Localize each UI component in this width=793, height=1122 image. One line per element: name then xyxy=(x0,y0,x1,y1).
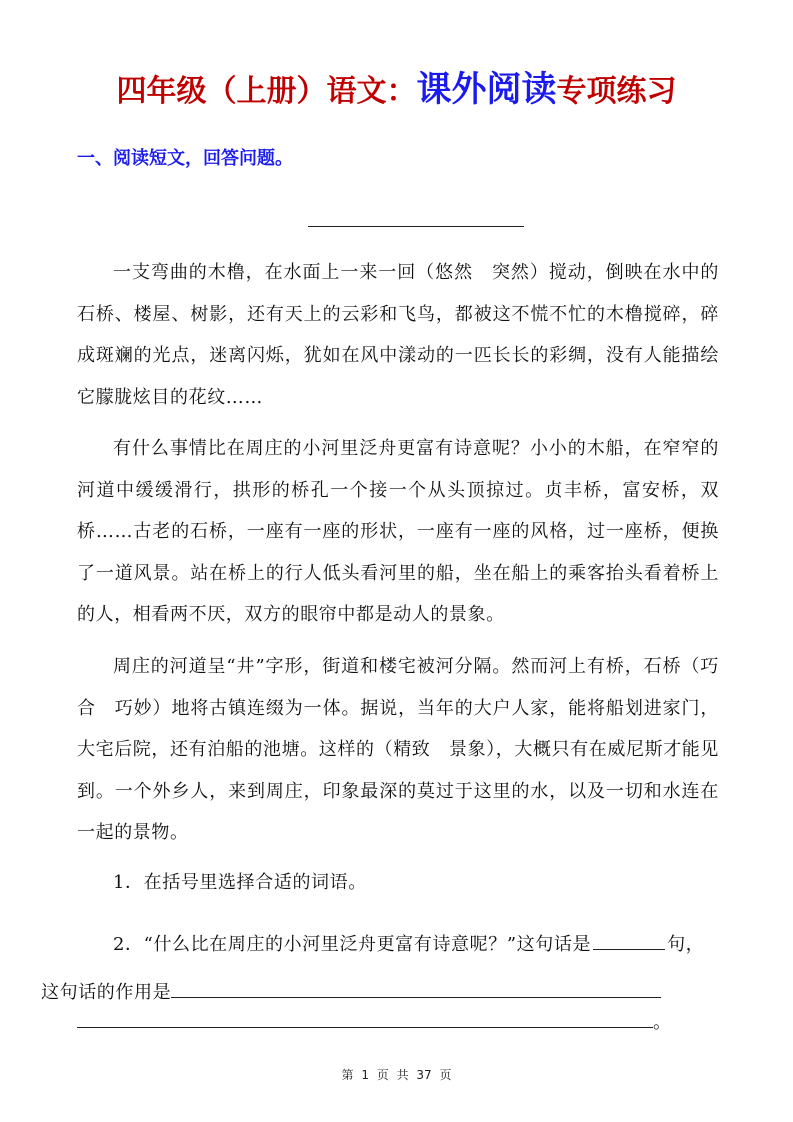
question-2-line3 xyxy=(77,1008,671,1038)
question-2-purpose-label: 这句话的作用是 xyxy=(41,982,172,1003)
title-highlight: 课外阅读 xyxy=(416,70,557,110)
question-1: 1．在括号里选择合适的词语。 xyxy=(113,872,367,893)
title-grade-subject: 四年级（上册）语文： xyxy=(116,74,417,109)
question-2-mid: 句， xyxy=(667,934,705,955)
title-suffix: 专项练习 xyxy=(556,74,677,109)
purpose-answer-blank xyxy=(171,979,661,998)
passage-title-blank xyxy=(308,226,524,227)
passage-paragraph-3: 周庄的河道呈“井”字形，街道和楼宅被河分隔。然而河上有桥，石桥（巧合 巧妙）地将古镇连缀为一体。据说，当年的大户人家，能将船划进家门，大宅后院，还有泊船的池塘。这样的（精致 景象），大概只有在威尼斯才能见到。一个外乡人，来到周庄，印象最深的莫过于这里的水，以及一切和水连在一起的景物。 xyxy=(77,656,719,843)
passage-paragraph-2: 有什么事情比在周庄的小河里泛舟更富有诗意呢？小小的木船，在窄窄的河道中缓缓滑行，拱形的桥孔一个接一个从头顶掠过。贞丰桥，富安桥，双桥……古老的石桥，一座有一座的形状，一座有一座的风格，过一座桥，便换了一道风景。站在桥上的行人低头看河里的船，坐在船上的乘客抬头看着桥上的人，相看两不厌，双方的眼帘中都是动人的景象。 xyxy=(77,438,719,625)
document-title xyxy=(0,66,793,116)
question-2-prompt: 2．“什么比在周庄的小河里泛舟更富有诗意呢？”这句话是 xyxy=(113,934,592,955)
purpose-answer-blank-continued xyxy=(77,1009,653,1028)
question-2 xyxy=(41,921,719,1017)
question-2-end: 。 xyxy=(653,1012,671,1033)
page-footer: 第 1 页 共 37 页 xyxy=(341,1068,452,1082)
sentence-type-blank xyxy=(593,931,665,950)
passage-paragraph-1: 一支弯曲的木橹，在水面上一来一回（悠然 突然）搅动，倒映在水中的石桥、楼屋、树影，还有天上的云彩和飞鸟，都被这不慌不忙的木橹搅碎，碎成斑斓的光点，迷离闪烁，犹如在风中漾动的一匹长长的彩绸，没有人能描绘它朦胧炫目的花纹…… xyxy=(77,262,719,408)
section-heading: 一、阅读短文，回答问题。 xyxy=(77,148,293,169)
